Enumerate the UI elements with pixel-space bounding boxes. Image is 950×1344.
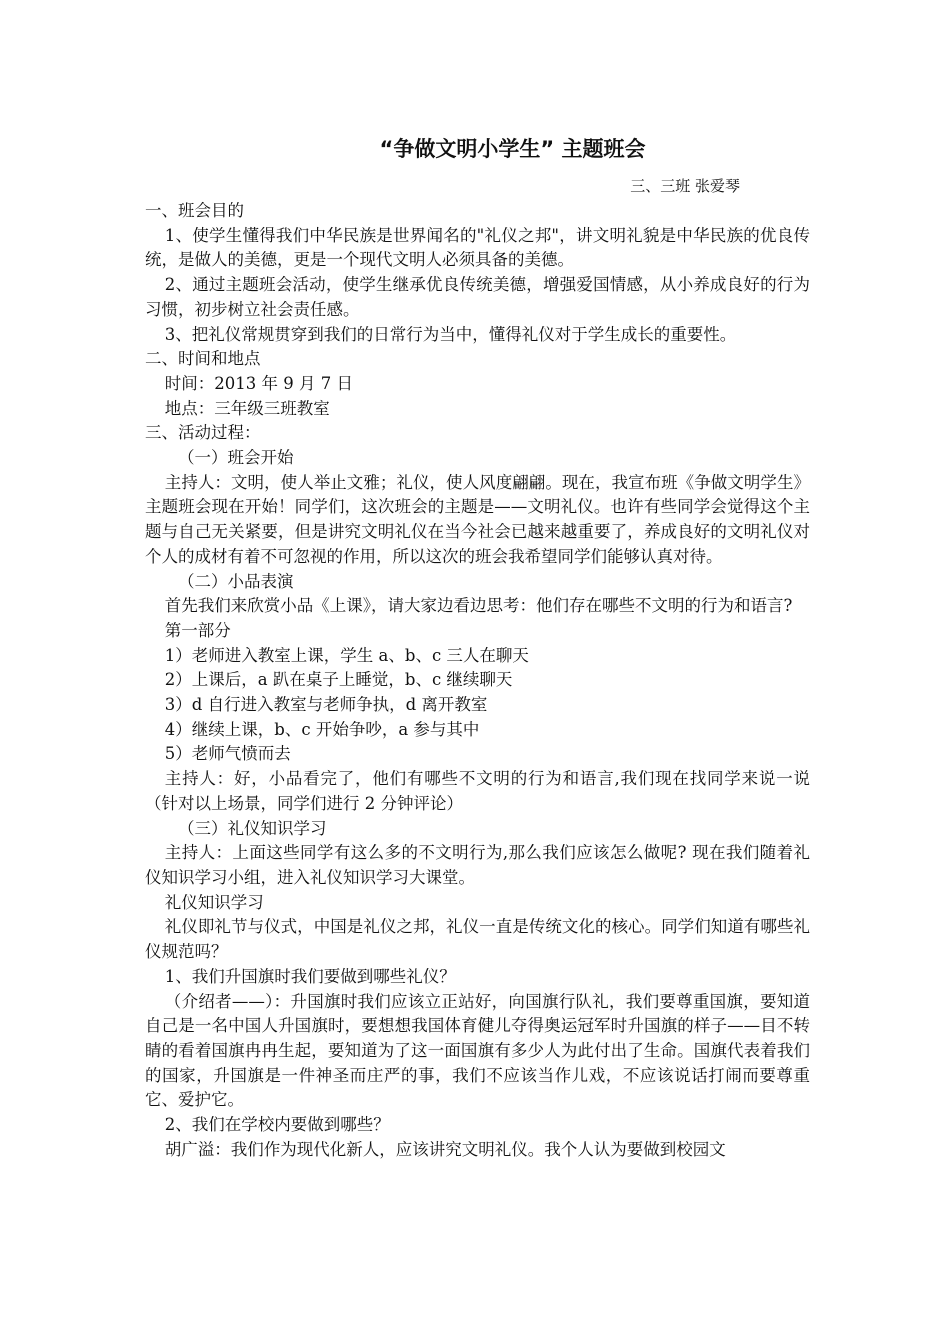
body-paragraph: 2、我们在学校内要做到哪些？	[164, 1115, 390, 1135]
body-paragraph: 主持人：上面这些同学有这么多的不文明行为,那么我们应该怎么做呢? 现在我们随着礼仪知识学习小组，进入礼仪知识学习大课堂。	[145, 843, 810, 887]
body-paragraph: 第一部分	[164, 620, 231, 640]
body-paragraph: 4）继续上课，b、c 开始争吵，a 参与其中	[164, 719, 480, 739]
document-title: “争做文明小学生” 主题班会	[379, 137, 646, 161]
body-paragraph: （三）礼仪知识学习	[178, 818, 327, 838]
body-paragraph: （二）小品表演	[178, 571, 294, 591]
body-paragraph: 胡广溢：我们作为现代化新人，应该讲究文明礼仪。我个人认为要做到校园文	[164, 1139, 726, 1159]
body-paragraph: 首先我们来欣赏小品《上课》，请大家边看边思考：他们存在哪些不文明的行为和语言?	[164, 596, 793, 616]
body-paragraph: 主持人：文明，使人举止文雅；礼仪，使人风度翩翩。现在，我宣布班《争做文明学生》主题班会现在开始！同学们，这次班会的主题是——文明礼仪。也许有些同学会觉得这个主题与自己无关紧要，但是讲究文明礼仪在当今社会已越来越重要了，养成良好的文明礼仪对个人的成材有着不可忽视的作用，所以这次的班会我希望同学们能够认真对待。	[145, 472, 810, 566]
body-paragraph: 5）老师气愤而去	[164, 744, 291, 764]
body-paragraph: 2）上课后，a 趴在桌子上睡觉，b、c 继续聊天	[164, 670, 513, 690]
body-paragraph: 2、通过主题班会活动，使学生继承优良传统美德，增强爱国情感，从小养成良好的行为习惯，初步树立社会责任感。	[145, 275, 810, 319]
body-paragraph: 主持人：好，小品看完了，他们有哪些不文明的行为和语言,我们现在找同学来说一说（针对以上场景，同学们进行 2 分钟评论）	[145, 769, 810, 813]
body-paragraph: （介绍者——）：升国旗时我们应该立正站好，向国旗行队礼，我们要尊重国旗，要知道自己是一名中国人升国旗时，要想想我国体育健儿夺得奥运冠军时升国旗的样子——目不转睛的看着国旗冉冉生起，要知道为了这一面国旗有多少人为此付出了生命。国旗代表着我们的国家，升国旗是一件神圣而庄严的事，我们不应该当作儿戏，不应该说话打闹而要尊重它、爱护它。	[145, 991, 810, 1110]
body-paragraph: 3）d 自行进入教室与老师争执，d 离开教室	[164, 695, 488, 715]
body-paragraph: 礼仪即礼节与仪式，中国是礼仪之邦，礼仪一直是传统文化的核心。同学们知道有哪些礼仪规范吗？	[145, 917, 810, 962]
body-paragraph: 地点：三年级三班教室	[164, 398, 330, 418]
document-body	[145, 199, 810, 1162]
document-author: 三、三班 张爱琴	[630, 177, 740, 195]
body-paragraph: 1、我们升国旗时我们要做到哪些礼仪？	[164, 966, 456, 986]
body-paragraph: 1）老师进入教室上课，学生 a、b、c 三人在聊天	[164, 645, 529, 665]
body-paragraph: 礼仪知识学习	[164, 892, 264, 912]
body-paragraph: （一）班会开始	[178, 448, 294, 468]
section-heading: 一、班会目的	[145, 201, 244, 220]
body-paragraph: 1、使学生懂得我们中华民族是世界闻名的"礼仪之邦"，讲文明礼貌是中华民族的优良传统，是做人的美德，更是一个现代文明人必须具备的美德。	[145, 225, 810, 270]
section-heading: 二、时间和地点	[145, 349, 261, 369]
body-paragraph: 时间：2013 年 9 月 7 日	[164, 373, 354, 393]
section-heading: 三、活动过程：	[145, 423, 261, 443]
body-paragraph: 3、把礼仪常规贯穿到我们的日常行为当中，懂得礼仪对于学生成长的重要性。	[164, 324, 737, 344]
